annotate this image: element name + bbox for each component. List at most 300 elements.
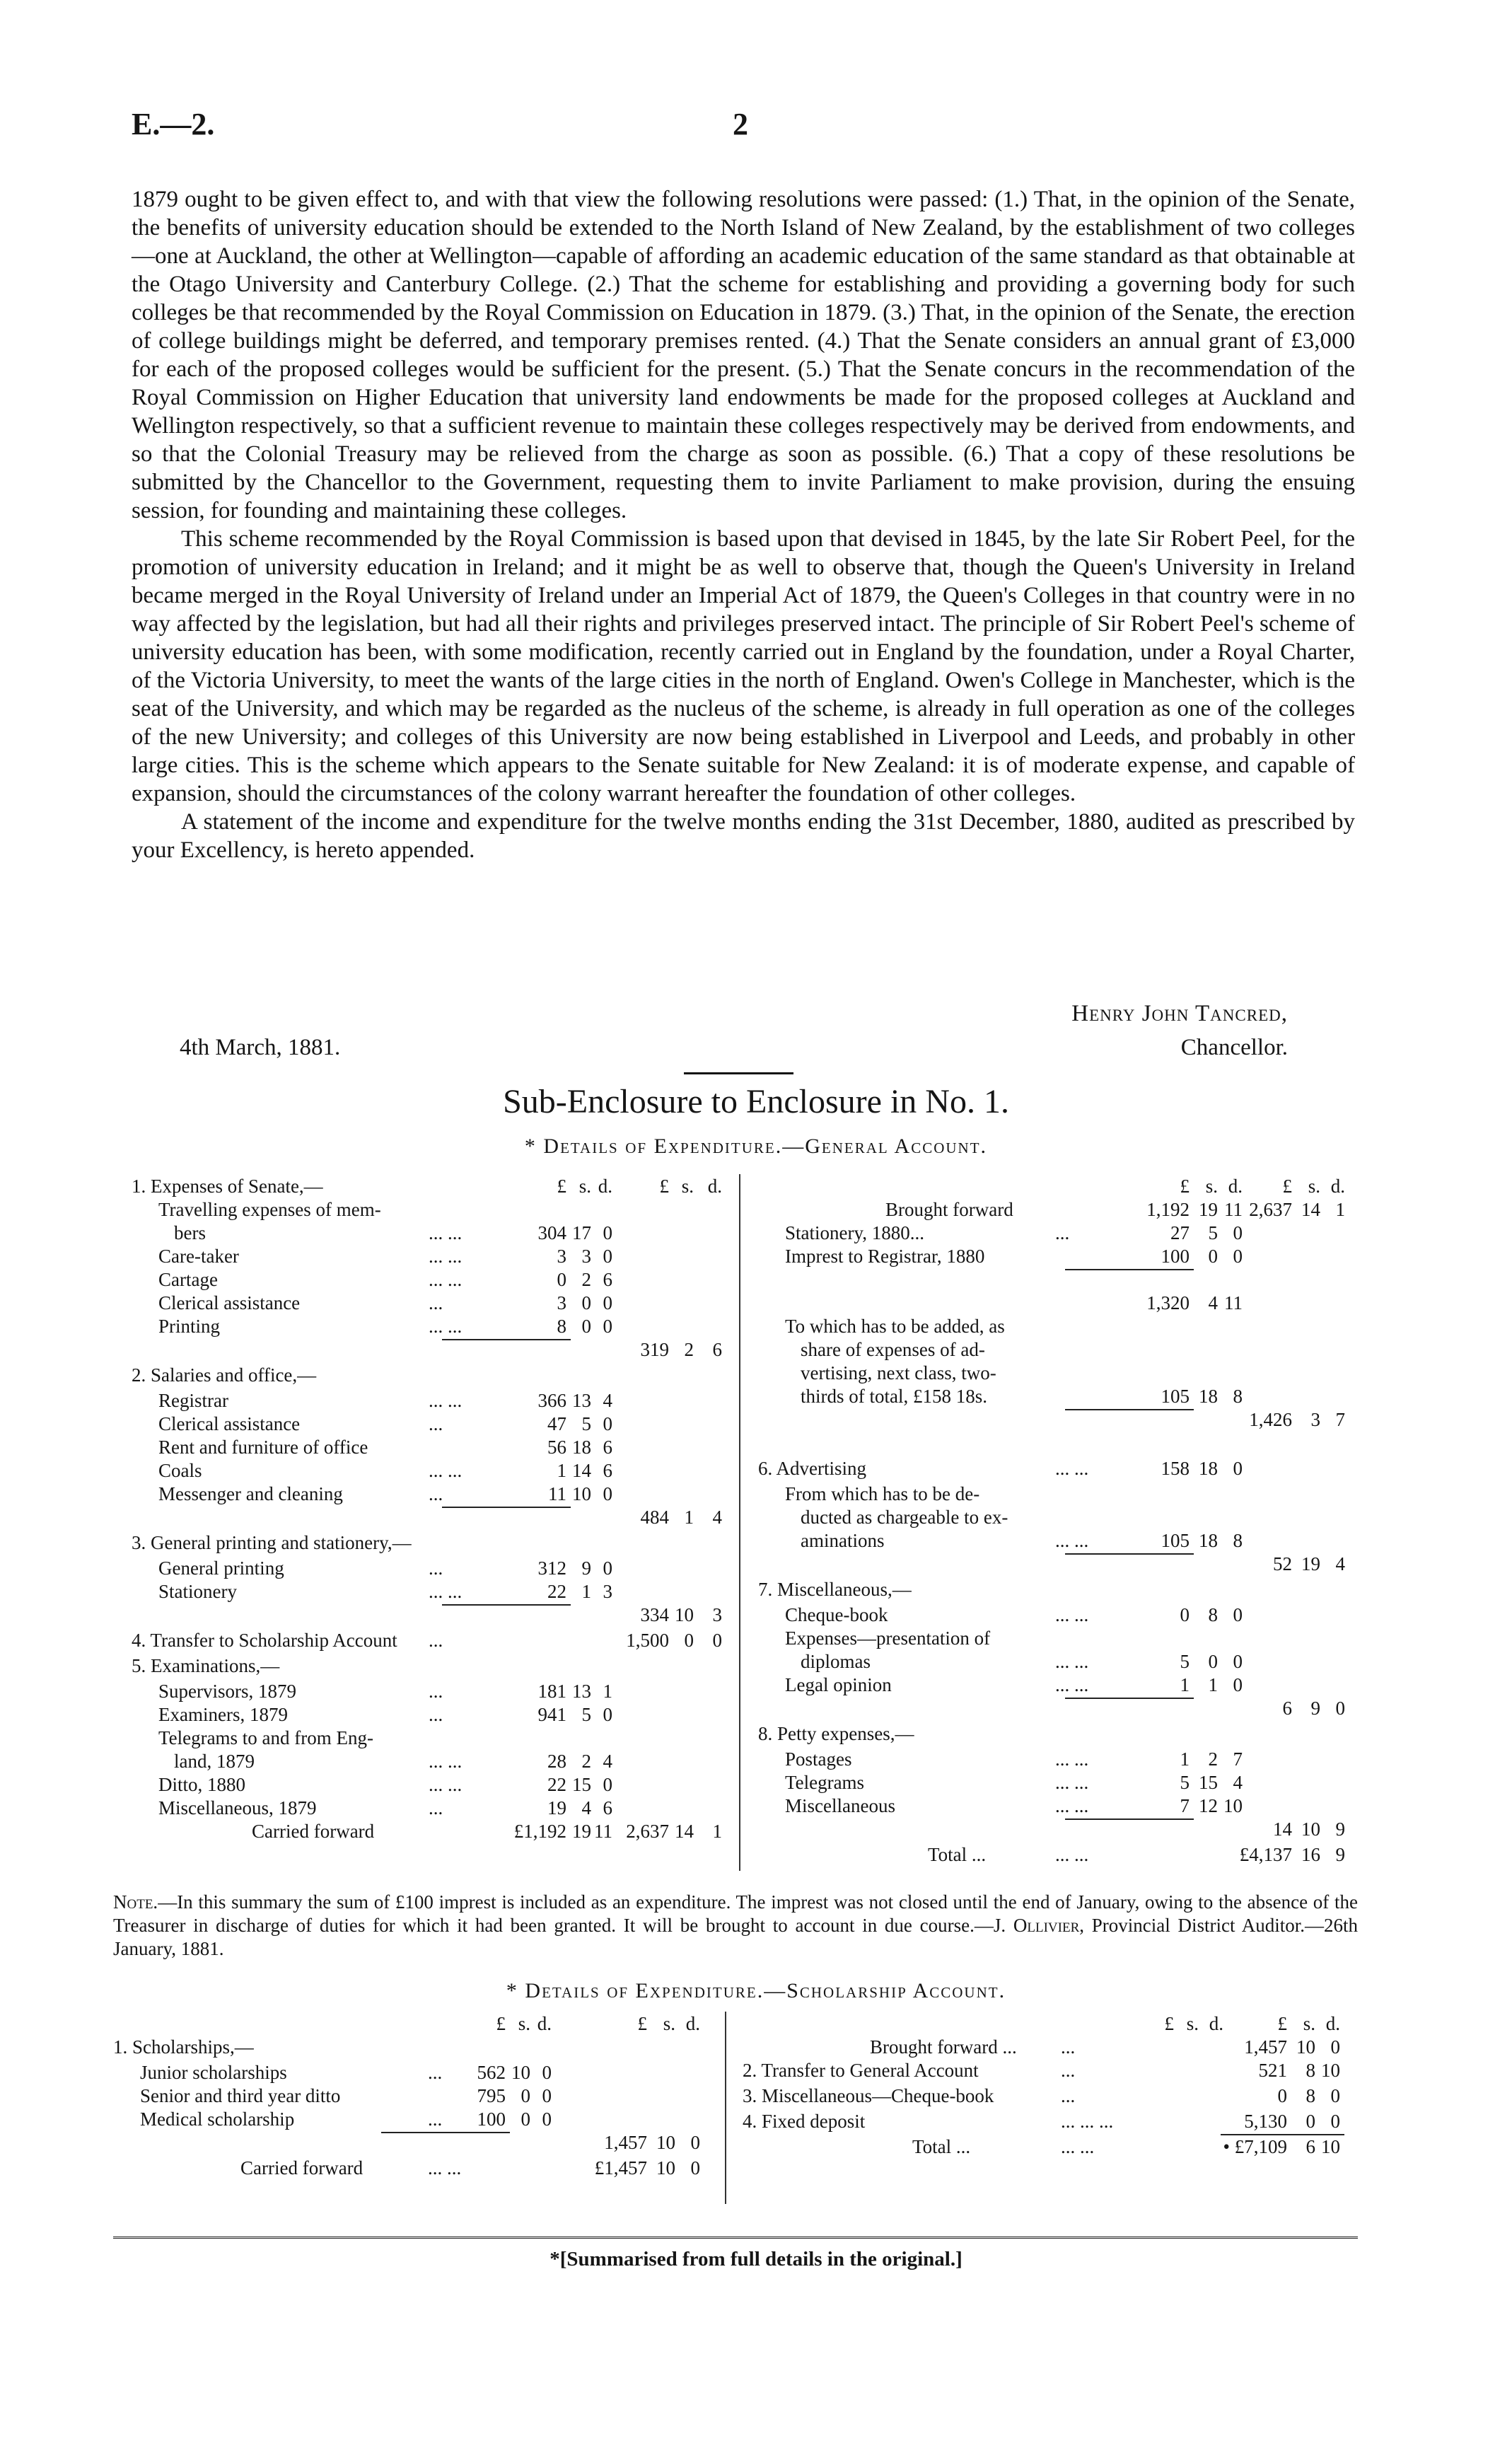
amount-shillings: 5 [1208, 1222, 1218, 1243]
ledger-row [758, 1197, 1349, 1222]
amount-shillings: 13 [572, 1390, 591, 1411]
ledger-row [132, 1174, 733, 1198]
amount-pounds: 5,130 [1244, 2111, 1287, 2132]
ledger-row [758, 1552, 1349, 1576]
currency-header-pound: £ [496, 2013, 506, 2034]
amount-pence: 7 [1233, 1748, 1243, 1770]
leader-dots: ... ... [429, 1222, 463, 1243]
leader-dots: ... [429, 1413, 443, 1434]
item-label: thirds of total, £158 18s. [801, 1386, 987, 1407]
ledger-row [758, 1747, 1349, 1771]
item-label: Cheque-book [785, 1604, 888, 1625]
section-label: 5. Examinations,— [132, 1655, 280, 1676]
amount-shillings: 10 [1296, 2036, 1315, 2058]
amount-shillings: 9 [1310, 1698, 1320, 1719]
amount-pounds: 100 [1161, 1246, 1190, 1267]
item-label: Care-taker [158, 1246, 239, 1267]
amount-shillings: 8 [1305, 2060, 1315, 2081]
amount-shillings: 9 [581, 1557, 591, 1579]
currency-header-pence: d. [685, 2013, 700, 2034]
amount-pounds: 1 [557, 1460, 566, 1481]
section-label: 1. Expenses of Senate,— [132, 1176, 323, 1197]
ledger-row [758, 1696, 1349, 1720]
item-label: Coals [158, 1460, 202, 1481]
amount-pence: 0 [1233, 1674, 1243, 1695]
amount-shillings: 0 [521, 2108, 530, 2130]
signatory-title: Chancellor. [1180, 1035, 1288, 1060]
amount-shillings: 10 [656, 2157, 675, 2179]
amount-shillings: 19 [1199, 1199, 1218, 1220]
ledger-row [132, 1482, 733, 1506]
amount-pounds: £1,457 [594, 2157, 647, 2179]
amount-pounds: 366 [537, 1390, 566, 1411]
section-divider [684, 1072, 793, 1074]
ledger-row [132, 1435, 733, 1459]
item-label: Miscellaneous, 1879 [158, 1797, 317, 1818]
section-label: 2. Salaries and office,— [132, 1364, 317, 1386]
amount-pounds: 105 [1161, 1530, 1190, 1551]
amount-shillings: 18 [572, 1437, 591, 1458]
amount-pence: 0 [603, 1413, 612, 1434]
ledger-row [758, 1456, 1349, 1480]
ledger-row [758, 1384, 1349, 1408]
leader-dots: ... ... [1061, 2136, 1095, 2157]
amount-shillings: 5 [581, 1413, 591, 1434]
footnote: *[Summarised from full details in the original.] [549, 2248, 963, 2270]
amount-shillings: 0 [1305, 2111, 1315, 2132]
scholarship-account-right-table [743, 2012, 1347, 2203]
ledger-row [132, 1505, 733, 1529]
amount-shillings: 0 [1208, 1651, 1218, 1672]
amount-pence: 6 [603, 1437, 612, 1458]
amount-pence: 10 [1223, 1795, 1243, 1816]
leader-dots: ... ... [1055, 1748, 1089, 1770]
amount-pence: 0 [603, 1704, 612, 1725]
amount-pounds: 1 [1180, 1674, 1190, 1695]
amount-pounds: 8 [557, 1316, 566, 1337]
amount-shillings: 1 [1208, 1674, 1218, 1695]
amount-pounds: 47 [547, 1413, 566, 1434]
report-body [132, 185, 1355, 864]
leader-dots: ... ... ... [1061, 2111, 1114, 2132]
item-label: Junior scholarships [140, 2062, 287, 2083]
currency-header-pound: £ [557, 1176, 566, 1197]
amount-pounds: 100 [477, 2108, 506, 2130]
leader-dots: ... [1055, 1222, 1070, 1243]
amount-pence: 6 [603, 1269, 612, 1290]
amount-pounds: 0 [557, 1269, 566, 1290]
amount-pounds: 19 [547, 1797, 566, 1818]
carried-forward-label: Carried forward [240, 2157, 364, 2179]
ledger-row [132, 1363, 733, 1387]
page-number: 2 [733, 107, 748, 141]
ledger-row [758, 1244, 1349, 1268]
amount-pence: 0 [1335, 1698, 1345, 1719]
amount-pounds: 319 [640, 1339, 669, 1360]
amount-shillings: 4 [1208, 1292, 1218, 1313]
leader-dots: ... ... [429, 1751, 463, 1772]
amount-pence: 0 [1233, 1651, 1243, 1672]
ledger-row [132, 1579, 733, 1603]
general-account-left-table [132, 1174, 733, 1867]
scholarship-account-left-table [113, 2012, 714, 2203]
amount-pounds: £4,137 [1239, 1844, 1292, 1865]
amount-pounds: 1,500 [626, 1630, 669, 1651]
currency-header-pound: £ [1164, 2013, 1174, 2034]
amount-shillings: 10 [1301, 1818, 1320, 1840]
item-label: Miscellaneous [785, 1795, 895, 1816]
ledger-row [743, 2012, 1347, 2036]
amount-pence: 3 [603, 1581, 612, 1602]
ledger-row [132, 1338, 733, 1362]
amount-pounds: 1,320 [1146, 1292, 1190, 1313]
amount-pounds: 11 [548, 1483, 566, 1504]
amount-shillings: 14 [675, 1821, 694, 1842]
amount-pence: 1 [603, 1681, 612, 1702]
ledger-row [113, 2035, 714, 2059]
amount-pounds: £1,192 [513, 1821, 566, 1842]
section-label: 4. Fixed deposit [743, 2111, 866, 2132]
amount-shillings: 13 [572, 1681, 591, 1702]
ledger-row [743, 2135, 1347, 2159]
amount-shillings: 0 [1208, 1246, 1218, 1267]
amount-shillings: 14 [572, 1460, 591, 1481]
item-label: diplomas [801, 1651, 871, 1672]
amount-shillings: 8 [1305, 2085, 1315, 2106]
ledger-row [132, 1556, 733, 1580]
leader-dots: ... [429, 1797, 443, 1818]
leader-dots: ... ... [429, 1460, 463, 1481]
amount-shillings: 17 [572, 1222, 591, 1243]
item-label: Rent and furniture of office [158, 1437, 368, 1458]
ledger-row [132, 1267, 733, 1292]
amount-pounds: 105 [1161, 1386, 1190, 1407]
amount-pence: 3 [712, 1604, 722, 1625]
currency-header-pound: £ [637, 2013, 647, 2034]
amount-pence: 0 [690, 2157, 700, 2179]
amount-pence: 0 [542, 2108, 552, 2130]
leader-dots: ... ... [429, 1316, 463, 1337]
amount-shillings: 10 [656, 2132, 675, 2153]
auditor-note [113, 1891, 1358, 1961]
paragraph-resolutions: 1879 ought to be given effect to, and with that view the following resolutions were passed: (1.) That, in the opinion of the Senate, the benefits of university education should be extended to the North Island of New Zealand, by the establishment of two colleges—one at Auckland, the other at Wellington—capable of affording an academic education of the same standard as that obtainable at the Otago University and Canterbury College. (2.) That the scheme for establishing and providing a governing body for such colleges be that recommended by the Royal Commission on Education in 1879. (3.) That, in the opinion of the Senate, the erection of college buildings might be deferred, and temporary premises rented. (4.) That the Senate considers an annual grant of £3,000 for each of the proposed colleges would be sufficient for the present. (5.) That the Senate concurs in the recommendation of the Royal Commission on Higher Education that university land endowments be made for the proposed colleges at Auckland and Wellington respectively, so that a sufficient revenue to maintain these colleges respectively may be derived from endowments, and so that the Colonial Treasury may be relieved from the charge as soon as possible. (6.) That a copy of these resolutions be submitted by the Chancellor to the Government, requesting them to invite Parliament to make provision, during the ensuing session, for founding and maintaining these colleges. [132, 187, 1355, 523]
currency-header-shilling: s. [1186, 2013, 1199, 2034]
amount-shillings: 19 [1301, 1553, 1320, 1574]
item-label: To which has to be added, as [785, 1316, 1005, 1337]
currency-header-shilling: s. [1303, 2013, 1315, 2034]
amount-pounds: • £7,109 [1223, 2136, 1287, 2157]
ledger-row [758, 1603, 1349, 1627]
currency-header-pence: d. [707, 1176, 722, 1197]
item-label: Brought forward [885, 1199, 1013, 1220]
amount-pence: 4 [1335, 1553, 1345, 1574]
amount-pounds: 5 [1180, 1772, 1190, 1793]
amount-pounds: 0 [1180, 1604, 1190, 1625]
ledger-row [743, 2109, 1347, 2133]
paragraph-scheme: This scheme recommended by the Royal Commission is based upon that devised in 1845, by the late Sir Robert Peel, for the promotion of university education in Ireland; and it might be as well to observe that, though the Queen's University in Ireland became merged in the Royal University of Ireland under an Imperial Act of 1879, the Queen's Colleges in that country were in no way affected by the legislation, but had all their rights and privileges preserved intact. The principle of Sir Robert Peel's scheme of university education has been, with some modification, recently carried out in England by the foundation, under a Royal Charter, of the Victoria University, to meet the wants of the large cities in the north of England. Owen's College in Manchester, which is the seat of the University, and which may be regarded as the nucleus of the scheme, is already in full operation as one of the colleges of the new University; and colleges of this University are now being established in Liverpool and Leeds, and probably in other large cities. This is the scheme which appears to the Senate suitable for New Zealand: it is of moderate expense, and capable of expansion, should the circumstances of the colony warrant hereafter the foundation of other colleges. [132, 526, 1355, 806]
amount-pounds: 28 [547, 1751, 566, 1772]
currency-header-shilling: s. [681, 1176, 694, 1197]
ledger-row [758, 1649, 1349, 1673]
carried-forward-label: Carried forward [252, 1821, 375, 1842]
item-label: Messenger and cleaning [158, 1483, 343, 1504]
ledger-row [743, 2035, 1347, 2059]
ledger-row [132, 1221, 733, 1245]
ledger-row [758, 1291, 1349, 1315]
currency-header-pound: £ [659, 1176, 669, 1197]
amount-pounds: 1,192 [1146, 1199, 1190, 1220]
currency-header-pound: £ [1180, 1176, 1190, 1197]
leader-dots: ... [429, 1557, 443, 1579]
amount-pounds: 521 [1258, 2060, 1287, 2081]
amount-pence: 7 [1335, 1409, 1345, 1430]
item-label: General printing [158, 1557, 284, 1579]
ledger-row [743, 2084, 1347, 2108]
general-account-heading: * Details of Expenditure.—General Account. [524, 1135, 988, 1158]
item-label: Examiners, 1879 [158, 1704, 288, 1725]
section-label: 7. Miscellaneous,— [758, 1579, 912, 1600]
ledger-row [113, 2060, 714, 2084]
item-label: Telegrams to and from Eng- [158, 1727, 374, 1748]
leader-dots: ... ... [429, 1246, 463, 1267]
carried-forward-label: Total ... [928, 1844, 987, 1865]
amount-pounds: 3 [557, 1246, 566, 1267]
amount-shillings: 14 [1301, 1199, 1320, 1220]
amount-pence: 0 [1233, 1604, 1243, 1625]
leader-dots: ... [428, 2062, 443, 2083]
amount-pounds: 2,637 [1249, 1199, 1292, 1220]
amount-pence: 0 [1330, 2111, 1340, 2132]
currency-header-pence: d. [537, 2013, 552, 2034]
scholarship-account-column-divider [725, 2012, 726, 2204]
leader-dots: ... ... [429, 1390, 463, 1411]
amount-pounds: 795 [477, 2085, 506, 2106]
amount-shillings: 16 [1301, 1844, 1320, 1865]
ledger-row [132, 1819, 733, 1843]
ledger-row [758, 1794, 1349, 1818]
ledger-row [113, 2130, 714, 2154]
section-label: 8. Petty expenses,— [758, 1723, 914, 1744]
amount-pounds: 7 [1180, 1795, 1190, 1816]
ledger-row [132, 1749, 733, 1773]
amount-pounds: 304 [537, 1222, 566, 1243]
currency-header-pence: d. [1228, 1176, 1243, 1197]
leader-dots: ... ... [1055, 1530, 1089, 1551]
leader-dots: ... [429, 1681, 443, 1702]
currency-header-shilling: s. [663, 2013, 675, 2034]
ledger-row [132, 1628, 733, 1652]
amount-pence: 0 [542, 2062, 552, 2083]
leader-dots: ... ... [1055, 1674, 1089, 1695]
amount-pounds: 312 [537, 1557, 566, 1579]
item-label: share of expenses of ad- [801, 1339, 985, 1360]
amount-shillings: 18 [1199, 1530, 1218, 1551]
amount-pounds: 2,637 [626, 1821, 669, 1842]
amount-pounds: 6 [1282, 1698, 1292, 1719]
currency-header-shilling: s. [518, 2013, 530, 2034]
amount-shillings: 0 [581, 1316, 591, 1337]
amount-shillings: 1 [684, 1507, 694, 1528]
amount-shillings: 0 [521, 2085, 530, 2106]
amount-pence: 10 [1321, 2136, 1340, 2157]
amount-pence: 0 [1330, 2036, 1340, 2058]
leader-dots: ... [1061, 2085, 1076, 2106]
amount-pence: 1 [712, 1821, 722, 1842]
amount-pounds: 3 [557, 1292, 566, 1313]
leader-dots: ... ... [429, 1581, 463, 1602]
item-label: Legal opinion [785, 1674, 892, 1695]
ledger-row [113, 2156, 714, 2180]
ledger-row [758, 1433, 1349, 1457]
ledger-row [758, 1843, 1349, 1867]
amount-pounds: 56 [547, 1437, 566, 1458]
amount-pounds: 181 [537, 1681, 566, 1702]
auditor-name: Ollivier [1013, 1915, 1080, 1936]
amount-pence: 0 [603, 1316, 612, 1337]
section-label: 3. General printing and stationery,— [132, 1532, 412, 1553]
ledger-row [132, 1197, 733, 1222]
amount-pence: 6 [603, 1460, 612, 1481]
ledger-row [758, 1174, 1349, 1198]
amount-shillings: 0 [581, 1292, 591, 1313]
item-label: Travelling expenses of mem- [158, 1199, 381, 1220]
amount-pence: 6 [603, 1797, 612, 1818]
amount-pence: 4 [712, 1507, 722, 1528]
currency-header-pound: £ [1282, 1176, 1292, 1197]
amount-shillings: 2 [684, 1339, 694, 1360]
amount-pounds: 0 [1277, 2085, 1287, 2106]
amount-pence: 8 [1233, 1386, 1243, 1407]
currency-header-pence: d. [1330, 1176, 1345, 1197]
document-reference: E.—2. [132, 107, 215, 141]
amount-pence: 0 [1233, 1458, 1243, 1479]
ledger-row [758, 1770, 1349, 1794]
amount-pence: 0 [603, 1292, 612, 1313]
auditor-title: , Provincial District Auditor.—26th January, 1881. [113, 1915, 1358, 1959]
item-label: Registrar [158, 1390, 228, 1411]
amount-pence: 10 [1321, 2060, 1340, 2081]
ledger-row [758, 1673, 1349, 1697]
leader-dots: ... [429, 1704, 443, 1725]
note-text: —In this summary the sum of £100 imprest is included as an expenditure. The imprest was not closed until the end of January, owing to the absence of the Treasurer in discharge of duties for which it had been granted. It will be brought to account in due course.—J. [113, 1891, 1358, 1936]
amount-pence: 6 [712, 1339, 722, 1360]
amount-pence: 8 [1233, 1530, 1243, 1551]
amount-pence: 0 [603, 1557, 612, 1579]
amount-pence: 0 [603, 1483, 612, 1504]
item-label: Cartage [158, 1269, 218, 1290]
signatory-name: Henry John Tancred, [1071, 1001, 1288, 1026]
leader-dots: ... ... [1055, 1458, 1089, 1479]
amount-shillings: 3 [581, 1246, 591, 1267]
amount-shillings: 2 [581, 1751, 591, 1772]
note-label: Note. [113, 1891, 158, 1913]
currency-header-pence: d. [1209, 2013, 1223, 2034]
amount-pounds: 1 [1180, 1748, 1190, 1770]
ledger-row [758, 1528, 1349, 1553]
ledger-row [113, 2084, 714, 2108]
amount-pounds: 158 [1161, 1458, 1190, 1479]
item-label: Senior and third year ditto [140, 2085, 341, 2106]
amount-shillings: 10 [675, 1604, 694, 1625]
amount-pence: 11 [1224, 1199, 1243, 1220]
currency-header-pence: d. [1325, 2013, 1340, 2034]
ledger-row [132, 1412, 733, 1436]
ledger-row [132, 1244, 733, 1268]
section-label: 6. Advertising [758, 1458, 866, 1479]
leader-dots: ... ... [1055, 1604, 1089, 1625]
ledger-row [132, 1603, 733, 1627]
amount-pence: 0 [603, 1222, 612, 1243]
amount-shillings: 3 [1310, 1409, 1320, 1430]
amount-pence: 4 [1233, 1772, 1243, 1793]
amount-shillings: 2 [581, 1269, 591, 1290]
amount-pounds: 5 [1180, 1651, 1190, 1672]
leader-dots: ... ... [428, 2157, 462, 2179]
currency-header-pence: d. [598, 1176, 612, 1197]
ledger-row [132, 1702, 733, 1727]
amount-shillings: 0 [684, 1630, 694, 1651]
leader-dots: ... [429, 1630, 443, 1651]
amount-pence: 0 [1233, 1222, 1243, 1243]
leader-dots: ... ... [1055, 1795, 1089, 1816]
item-label: Expenses—presentation of [785, 1628, 991, 1649]
leader-dots: ... [428, 2108, 443, 2130]
item-label: From which has to be de- [785, 1483, 980, 1504]
leader-dots: ... ... [429, 1269, 463, 1290]
leader-dots: ... [429, 1483, 443, 1504]
ledger-row [758, 1505, 1349, 1529]
amount-pence: 4 [603, 1390, 612, 1411]
amount-shillings: 15 [572, 1774, 591, 1795]
amount-pounds: 27 [1170, 1222, 1190, 1243]
item-label: vertising, next class, two- [801, 1362, 996, 1383]
ledger-row [132, 1726, 733, 1750]
ledger-row [758, 1577, 1349, 1601]
amount-pence: 0 [603, 1246, 612, 1267]
currency-header-shilling: s. [1308, 1176, 1320, 1197]
signature-block [132, 1001, 1355, 1072]
ledger-row [132, 1291, 733, 1315]
scholarship-account-heading: * Details of Expenditure.—Scholarship Account. [506, 1979, 1006, 2002]
amount-pounds: 1,426 [1249, 1409, 1292, 1430]
item-label: Clerical assistance [158, 1292, 301, 1313]
amount-shillings: 2 [1208, 1748, 1218, 1770]
letter-date: 4th March, 1881. [180, 1035, 341, 1060]
general-account-column-divider [739, 1174, 740, 1871]
item-label: bers [174, 1222, 206, 1243]
leader-dots: ... ... [1055, 1651, 1089, 1672]
ledger-row [758, 1221, 1349, 1245]
item-label: aminations [801, 1530, 885, 1551]
ledger-row [113, 2107, 714, 2131]
amount-pence: 0 [542, 2085, 552, 2106]
amount-pounds: 1,457 [1244, 2036, 1287, 2058]
amount-pounds: 22 [547, 1774, 566, 1795]
item-label: Stationery, 1880... [785, 1222, 924, 1243]
amount-pounds: 1,457 [604, 2132, 647, 2153]
ledger-row [132, 1796, 733, 1820]
ledger-row [758, 1408, 1349, 1432]
amount-shillings: 10 [572, 1483, 591, 1504]
amount-pence: 9 [1335, 1818, 1345, 1840]
item-label: Clerical assistance [158, 1413, 301, 1434]
page-header [132, 106, 1355, 141]
section-label: 3. Miscellaneous—Cheque-book [743, 2085, 994, 2106]
ledger-row [132, 1388, 733, 1412]
amount-shillings: 19 [572, 1821, 591, 1842]
amount-pounds: 334 [640, 1604, 669, 1625]
amount-pounds: 941 [537, 1704, 566, 1725]
